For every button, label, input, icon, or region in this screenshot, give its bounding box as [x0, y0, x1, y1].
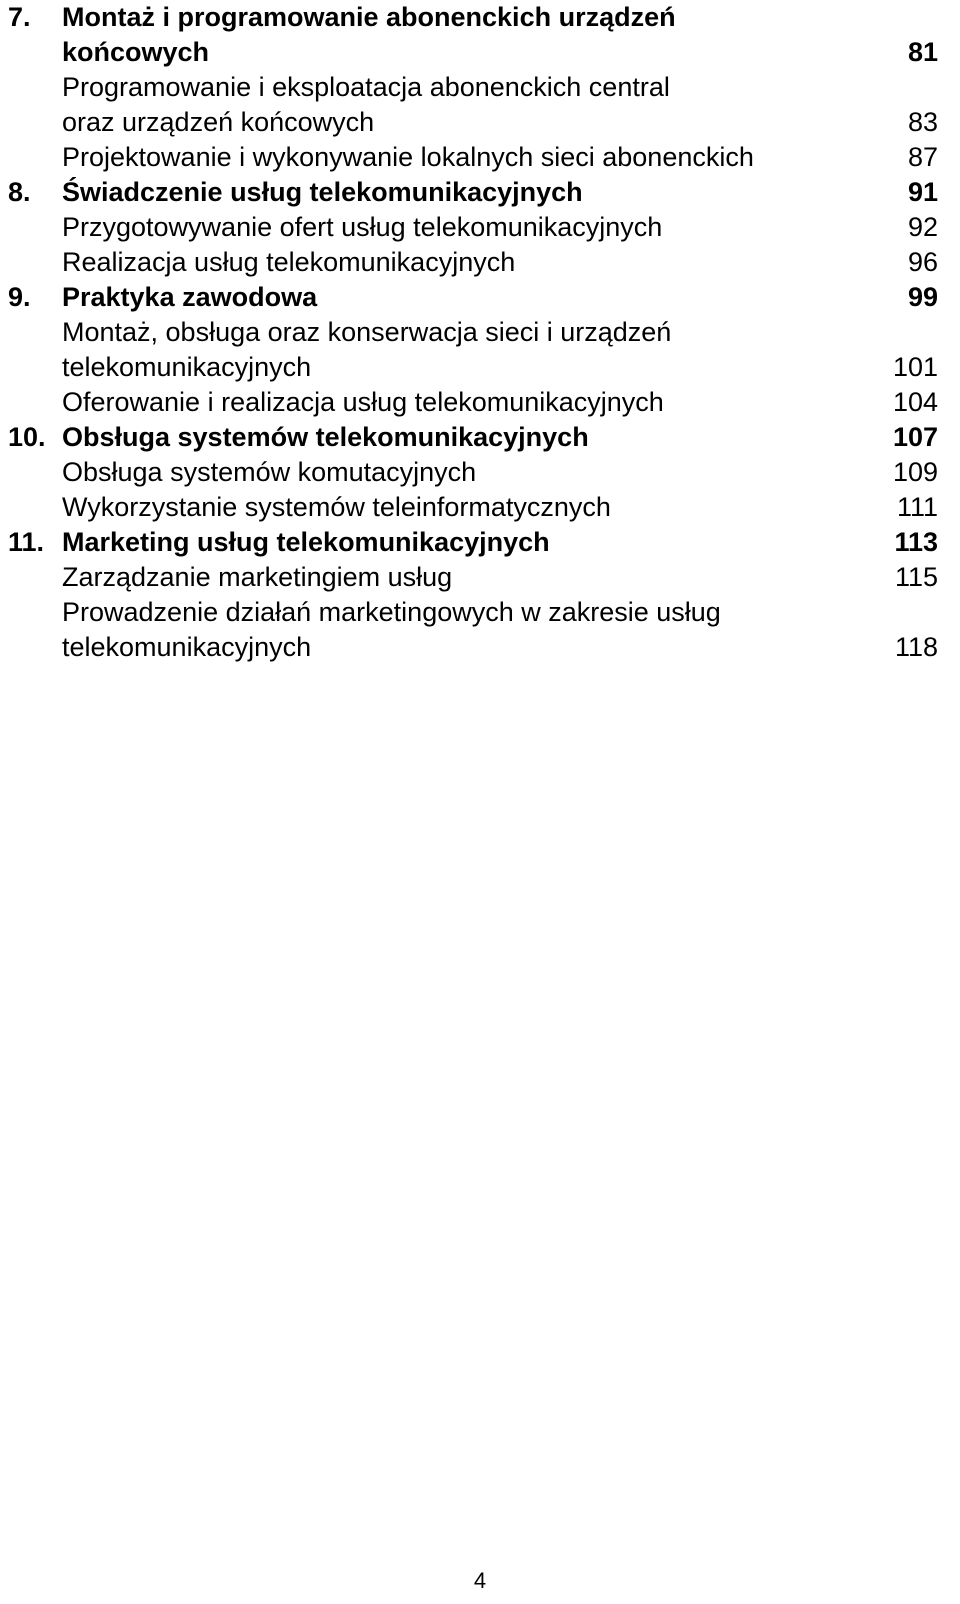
- chapter-number: 8.: [8, 177, 31, 207]
- toc-subentry: [0, 385, 960, 420]
- toc-page-number: 118: [894, 632, 938, 662]
- toc-page-number: 81: [907, 37, 938, 67]
- toc-line: [0, 455, 960, 490]
- toc-line: [0, 420, 960, 455]
- toc-subentry: [0, 140, 960, 175]
- toc-entry-title: Montaż, obsługa oraz konserwacja sieci i urządzeń: [62, 317, 672, 347]
- toc-line: [0, 560, 960, 595]
- toc-page-number: 104: [892, 387, 938, 417]
- toc-entry-title: Projektowanie i wykonywanie lokalnych sieci abonenckich: [62, 142, 754, 172]
- toc-entry-title: Marketing usług telekomunikacyjnych: [62, 527, 550, 557]
- toc-entry-title: Programowanie i eksploatacja abonenckich central: [62, 72, 670, 102]
- toc-subentry: [0, 595, 960, 665]
- toc-entry-title: Prowadzenie działań marketingowych w zakresie usług: [62, 597, 721, 627]
- toc-entry-title: końcowych: [62, 37, 210, 67]
- toc-chapter: [0, 420, 960, 455]
- toc-subentry: [0, 560, 960, 595]
- toc-page-number: 115: [894, 562, 938, 592]
- toc-page-number: 109: [892, 457, 938, 487]
- toc-line: [0, 0, 960, 35]
- toc-line: [0, 280, 960, 315]
- toc-chapter: [0, 175, 960, 210]
- table-of-contents: [0, 0, 960, 665]
- toc-entry-title: Realizacja usług telekomunikacyjnych: [62, 247, 516, 277]
- toc-chapter: [0, 525, 960, 560]
- toc-entry-title: Montaż i programowanie abonenckich urządzeń: [62, 2, 676, 32]
- toc-line: [0, 385, 960, 420]
- toc-line: [0, 140, 960, 175]
- toc-entry-title: oraz urządzeń końcowych: [62, 107, 375, 137]
- toc-line: [0, 525, 960, 560]
- toc-line: [0, 350, 960, 385]
- toc-chapter: [0, 0, 960, 70]
- toc-line: [0, 105, 960, 140]
- toc-entry-title: Obsługa systemów komutacyjnych: [62, 457, 477, 487]
- toc-page-number: 107: [892, 422, 938, 452]
- toc-line: [0, 490, 960, 525]
- toc-page-number: 87: [907, 142, 938, 172]
- toc-line: [0, 70, 960, 105]
- toc-entry-title: telekomunikacyjnych: [62, 352, 312, 382]
- toc-subentry: [0, 490, 960, 525]
- toc-entry-title: Świadczenie usług telekomunikacyjnych: [62, 177, 583, 207]
- toc-line: [0, 175, 960, 210]
- toc-page-number: 99: [907, 282, 938, 312]
- toc-subentry: [0, 455, 960, 490]
- toc-line: [0, 630, 960, 665]
- chapter-number: 7.: [8, 2, 31, 32]
- toc-page-number: 113: [894, 527, 938, 557]
- toc-entry-title: Przygotowywanie ofert usług telekomunikacyjnych: [62, 212, 663, 242]
- toc-entry-title: Oferowanie i realizacja usług telekomunikacyjnych: [62, 387, 664, 417]
- toc-page-number: 101: [892, 352, 938, 382]
- toc-chapter: [0, 280, 960, 315]
- toc-subentry: [0, 70, 960, 140]
- toc-page-number: 91: [907, 177, 938, 207]
- toc-page-number: 83: [907, 107, 938, 137]
- toc-entry-title: Obsługa systemów telekomunikacyjnych: [62, 422, 589, 452]
- toc-subentry: [0, 315, 960, 385]
- toc-line: [0, 595, 960, 630]
- toc-subentry: [0, 245, 960, 280]
- page-number: 4: [473, 1568, 487, 1593]
- toc-line: [0, 245, 960, 280]
- toc-page-number: 111: [896, 492, 938, 522]
- chapter-number: 11.: [8, 527, 45, 557]
- toc-page-number: 92: [907, 212, 938, 242]
- toc-subentry: [0, 210, 960, 245]
- toc-line: [0, 210, 960, 245]
- chapter-number: 9.: [8, 282, 31, 312]
- toc-page-number: 96: [907, 247, 938, 277]
- toc-line: [0, 315, 960, 350]
- toc-entry-title: Praktyka zawodowa: [62, 282, 318, 312]
- toc-entry-title: Zarządzanie marketingiem usług: [62, 562, 453, 592]
- toc-line: [0, 35, 960, 70]
- toc-entry-title: Wykorzystanie systemów teleinformatycznych: [62, 492, 611, 522]
- chapter-number: 10.: [8, 422, 46, 452]
- toc-entry-title: telekomunikacyjnych: [62, 632, 312, 662]
